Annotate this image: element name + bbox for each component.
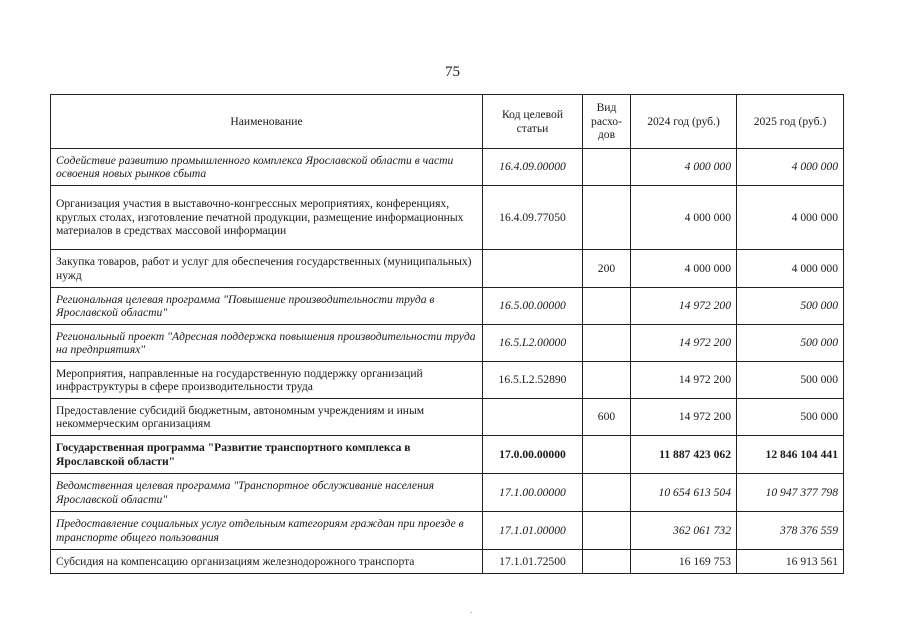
- row-2025-cell: 500 000: [737, 362, 844, 399]
- header-code: Код целевой статьи: [483, 95, 583, 149]
- row-code-cell: 17.0.00.00000: [483, 436, 583, 474]
- row-name-cell: Мероприятия, направленные на государственную поддержку организаций инфраструктуры в сфере производительности труда: [51, 362, 483, 399]
- row-2024-cell: 362 061 732: [631, 512, 737, 550]
- table-header-row: [51, 95, 844, 149]
- scan-speck: [470, 612, 472, 613]
- row-2024-cell: 11 887 423 062: [631, 436, 737, 474]
- row-name-cell: Региональный проект "Адресная поддержка повышения производительности труда на предприятиях": [51, 325, 483, 362]
- row-type-cell: [583, 550, 631, 574]
- budget-table: [50, 94, 844, 574]
- table-body: [51, 149, 844, 574]
- row-code-cell: 16.4.09.77050: [483, 186, 583, 250]
- table-row: [51, 250, 844, 288]
- row-2025-cell: 4 000 000: [737, 186, 844, 250]
- table-row: [51, 550, 844, 574]
- row-name-cell: Государственная программа "Развитие транспортного комплекса в Ярославской области": [51, 436, 483, 474]
- row-2025-cell: 500 000: [737, 288, 844, 325]
- row-type-cell: [583, 186, 631, 250]
- row-type-cell: 200: [583, 250, 631, 288]
- row-type-cell: [583, 325, 631, 362]
- page-number: 75: [445, 64, 460, 80]
- row-2024-cell: 10 654 613 504: [631, 474, 737, 512]
- row-name-cell: Предоставление субсидий бюджетным, автономным учреждениям и иным некоммерческим организациям: [51, 399, 483, 436]
- header-2024: 2024 год (руб.): [631, 95, 737, 149]
- table-row: [51, 362, 844, 399]
- row-name-cell: Предоставление социальных услуг отдельным категориям граждан при проезде в транспорте общего пользования: [51, 512, 483, 550]
- row-2024-cell: 14 972 200: [631, 399, 737, 436]
- row-name-cell: Организация участия в выставочно-конгрессных мероприятиях, конференциях, круглых столах, изготовление печатной продукции, размещение информационных материалов в средствах массовой информации: [51, 186, 483, 250]
- row-type-cell: [583, 288, 631, 325]
- row-2024-cell: 16 169 753: [631, 550, 737, 574]
- row-2024-cell: 14 972 200: [631, 325, 737, 362]
- row-code-cell: [483, 250, 583, 288]
- row-name-cell: Субсидия на компенсацию организациям железнодорожного транспорта: [51, 550, 483, 574]
- row-2024-cell: 14 972 200: [631, 288, 737, 325]
- row-2024-cell: 4 000 000: [631, 250, 737, 288]
- row-name-cell: Ведомственная целевая программа "Транспортное обслуживание населения Ярославской области": [51, 474, 483, 512]
- row-2024-cell: 4 000 000: [631, 149, 737, 186]
- table-row: [51, 474, 844, 512]
- row-name-cell: Региональная целевая программа "Повышение производительности труда в Ярославской области": [51, 288, 483, 325]
- header-type: Вид расхо-дов: [583, 95, 631, 149]
- row-2025-cell: 4 000 000: [737, 149, 844, 186]
- row-2024-cell: 14 972 200: [631, 362, 737, 399]
- row-2025-cell: 378 376 559: [737, 512, 844, 550]
- row-type-cell: 600: [583, 399, 631, 436]
- row-code-cell: 17.1.00.00000: [483, 474, 583, 512]
- table-row: [51, 399, 844, 436]
- header-name: Наименование: [51, 95, 483, 149]
- row-code-cell: 16.5.L2.00000: [483, 325, 583, 362]
- row-code-cell: 16.5.L2.52890: [483, 362, 583, 399]
- header-2025: 2025 год (руб.): [737, 95, 844, 149]
- row-type-cell: [583, 149, 631, 186]
- row-code-cell: 16.4.09.00000: [483, 149, 583, 186]
- row-2025-cell: 16 913 561: [737, 550, 844, 574]
- row-2025-cell: 4 000 000: [737, 250, 844, 288]
- row-2025-cell: 500 000: [737, 399, 844, 436]
- table-row: [51, 288, 844, 325]
- table-row: [51, 512, 844, 550]
- row-name-cell: Содействие развитию промышленного комплекса Ярославской области в части освоения новых рынков сбыта: [51, 149, 483, 186]
- row-2025-cell: 10 947 377 798: [737, 474, 844, 512]
- row-type-cell: [583, 436, 631, 474]
- table-row: [51, 436, 844, 474]
- row-code-cell: 17.1.01.72500: [483, 550, 583, 574]
- table-row: [51, 186, 844, 250]
- row-2025-cell: 500 000: [737, 325, 844, 362]
- row-code-cell: 16.5.00.00000: [483, 288, 583, 325]
- row-name-cell: Закупка товаров, работ и услуг для обеспечения государственных (муниципальных) нужд: [51, 250, 483, 288]
- row-type-cell: [583, 362, 631, 399]
- row-type-cell: [583, 512, 631, 550]
- row-type-cell: [583, 474, 631, 512]
- row-code-cell: 17.1.01.00000: [483, 512, 583, 550]
- table-row: [51, 149, 844, 186]
- row-2025-cell: 12 846 104 441: [737, 436, 844, 474]
- row-code-cell: [483, 399, 583, 436]
- table-row: [51, 325, 844, 362]
- row-2024-cell: 4 000 000: [631, 186, 737, 250]
